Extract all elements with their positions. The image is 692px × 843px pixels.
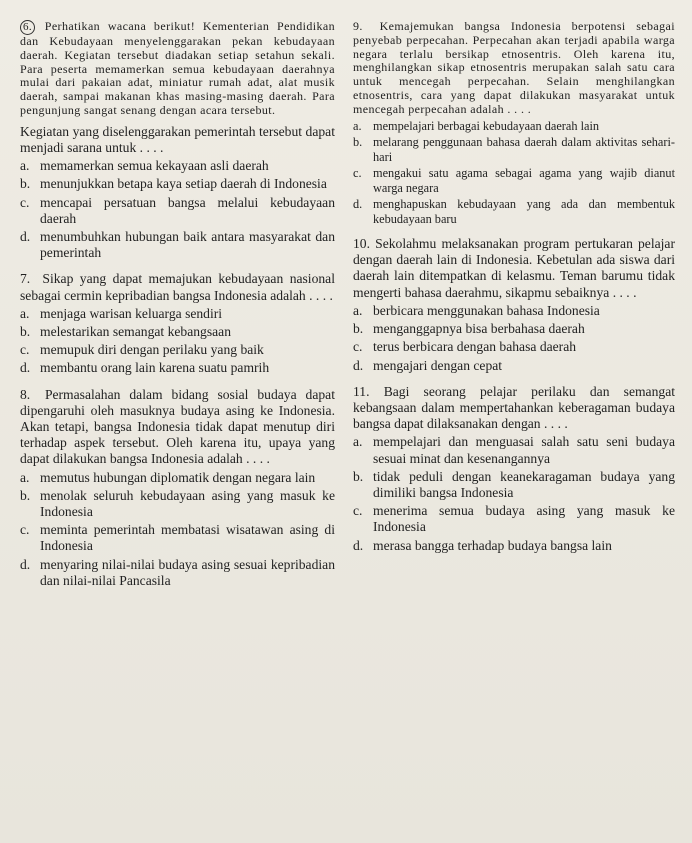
option-8a[interactable]: a. memutus hubungan diplomatik dengan negara lain: [20, 469, 316, 485]
option-10b[interactable]: b. menganggapnya bisa berbahasa daerah: [353, 321, 585, 337]
question-9-prompt: 9. Kemajemukan bangsa Indonesia berpotensi sebagai penyebab perpecahan. Perpecahan akan terjadi apabila warga negara terlalu bersikap etnosentris. Oleh karena itu, menghilangkan sikap etnosentris merupakan salah satu cara untuk mencegah perpecahan. Selain menghilangkan etnosentris, cara yang dapat dilakukan masyarakat untuk mencegah perpecahan adalah . . . .: [353, 19, 675, 116]
question-6: [20, 20, 335, 261]
left-column: [20, 20, 335, 599]
question-10-options: [353, 303, 675, 374]
option-8c[interactable]: c. meminta pemerintah membatasi wisatawan asing di Indonesia: [20, 522, 335, 554]
question-11-number: 11.: [353, 383, 370, 399]
option-8b[interactable]: b. menolak seluruh kebudayaan asing yang masuk ke Indonesia: [20, 487, 335, 520]
option-9d[interactable]: d. menghapuskan kebudayaan yang ada dan membentuk kebudayaan baru: [353, 197, 675, 226]
question-6-options: [20, 158, 335, 261]
option-6a[interactable]: a. memamerkan semua kekayaan asli daerah: [20, 158, 269, 174]
option-11c[interactable]: c. menerima semua budaya asing yang masuk ke Indonesia: [353, 503, 675, 535]
option-6b[interactable]: b. menunjukkan betapa kaya setiap daerah di Indonesia: [20, 176, 327, 192]
question-10-number: 10.: [353, 236, 370, 252]
question-9-options: [353, 119, 675, 227]
question-9: [353, 20, 675, 226]
option-7a[interactable]: a. menjaga warisan keluarga sendiri: [20, 305, 223, 321]
option-10a[interactable]: a. berbicara menggunakan bahasa Indonesia: [353, 302, 600, 318]
option-7b[interactable]: b. melestarikan semangat kebangsaan: [20, 324, 231, 340]
option-6c[interactable]: c. mencapai persatuan bangsa melalui kebudayaan daerah: [20, 194, 335, 226]
question-11-options: [353, 434, 675, 553]
option-11d[interactable]: d. merasa bangga terhadap budaya bangsa lain: [353, 537, 612, 553]
question-8-prompt: 8. Permasalahan dalam bidang sosial budaya dapat dipengaruhi oleh masuknya budaya asing ke Indonesia. Akan tetapi, bangsa Indonesia tidak dapat menutup diri terhadap aspek tersebut. Oleh karena itu, upaya yang dapat dilakukan bangsa Indonesia adalah . . . .: [20, 386, 335, 467]
option-7d[interactable]: d. membantu orang lain karena suatu pamrih: [20, 360, 270, 376]
question-8-number: 8.: [20, 386, 31, 402]
option-11a[interactable]: a. mempelajari dan menguasai salah satu seni budaya sesuai minat dan kesenangannya: [353, 434, 675, 466]
option-11b[interactable]: b. tidak peduli dengan keanekaragaman budaya yang dimiliki bangsa Indonesia: [353, 468, 675, 500]
right-column: [353, 20, 675, 564]
question-8-options: [20, 470, 335, 589]
question-7: [20, 271, 335, 376]
question-6-number: 6.: [20, 20, 35, 35]
option-9c[interactable]: c. mengakui satu agama sebagai agama yang wajib dianut warga negara: [353, 166, 675, 195]
question-11: [353, 384, 675, 554]
question-6-passage: 6. Perhatikan wacana berikut! Kementerian Pendidikan dan Kebudayaan menyelenggarakan pekan kebudayaan daerah. Kegiatan tersebut diadakan setiap setahun sekali. Para peserta memamerkan semua kebudayaan daerahnya mulai dari pakaian adat, miniatur rumah adat, alat musik daerah, sampai makanan khas masing-masing daerah. Para pengunjung sangat senang dengan acara tersebut.: [20, 19, 335, 117]
option-10d[interactable]: d. mengajari dengan cepat: [353, 357, 503, 373]
question-9-number: 9.: [353, 19, 363, 33]
option-6d[interactable]: d. menumbuhkan hubungan baik antara masyarakat dan pemerintah: [20, 229, 335, 261]
question-6-prompt: Kegiatan yang diselenggarakan pemerintah tersebut dapat menjadi sarana untuk . . . .: [20, 123, 335, 155]
option-8d[interactable]: d. menyaring nilai-nilai budaya asing sesuai kepribadian dan nilai-nilai Pancasila: [20, 556, 335, 588]
question-10-prompt: 10. Sekolahmu melaksanakan program pertukaran pelajar dengan daerah lain di Indonesia. Kebetulan ada siswa dari daerah lain ditempatkan di kelasmu. Teman barumu tidak mengerti bahasa daerahmu, sikapmu sebaiknya . . . .: [353, 236, 675, 300]
question-8: [20, 387, 335, 589]
question-10: [353, 236, 675, 374]
question-11-prompt: 11. Bagi seorang pelajar perilaku dan semangat kebangsaan dalam mempertahankan keberagaman budaya bangsa dapat dilaksanakan dengan . . . .: [353, 383, 676, 432]
question-7-number: 7.: [20, 271, 31, 287]
option-9a[interactable]: a. mempelajari berbagai kebudayaan daerah lain: [353, 118, 600, 133]
question-7-prompt: 7. Sikap yang dapat memajukan kebudayaan nasional sebagai cermin kepribadian bangsa Indonesia adalah . . . .: [20, 271, 335, 303]
option-7c[interactable]: c. memupuk diri dengan perilaku yang baik: [20, 342, 264, 358]
option-9b[interactable]: b. melarang penggunaan bahasa daerah dalam aktivitas sehari-hari: [353, 135, 675, 164]
option-10c[interactable]: c. terus berbicara dengan bahasa daerah: [353, 339, 577, 355]
question-7-options: [20, 306, 335, 377]
